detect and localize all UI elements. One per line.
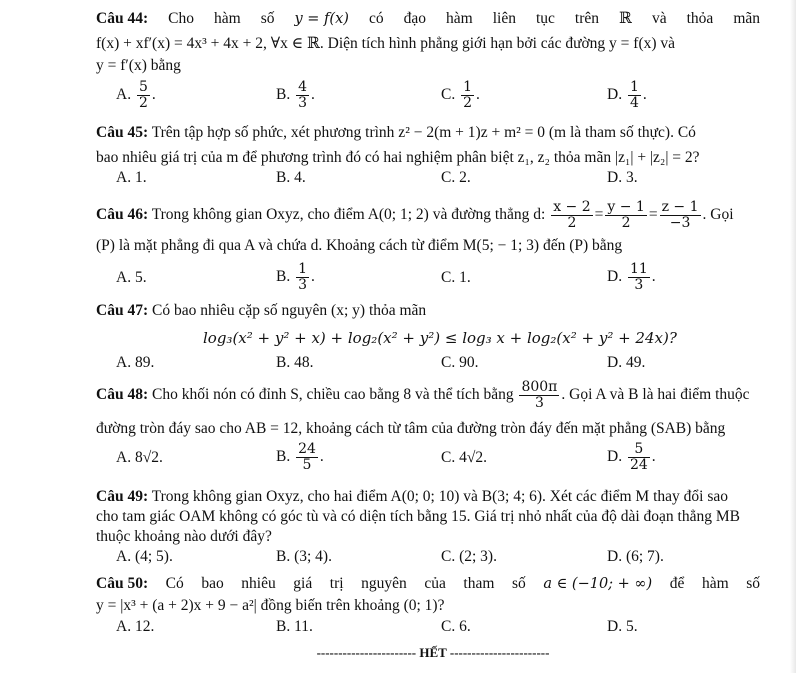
- footer-text: HẾT: [419, 645, 447, 660]
- fraction: [296, 442, 318, 473]
- denominator: 2: [138, 95, 148, 111]
- option-label: A. 5.: [116, 269, 147, 286]
- q49-option-c: C. (2; 3).: [441, 548, 497, 565]
- q44-word: hàm: [213, 10, 241, 27]
- q49-line3: thuộc khoảng nào dưới đây?: [96, 528, 272, 545]
- q48-text: . Gọi A và B là hai điểm thuộc: [561, 386, 750, 403]
- denominator: 3: [298, 277, 308, 293]
- q44-word: Cho: [168, 10, 194, 27]
- fraction: [551, 200, 592, 231]
- q50-label: Câu 50:: [96, 575, 149, 592]
- q50-option-d: D. 5.: [607, 618, 638, 635]
- denominator: 24: [629, 457, 648, 473]
- footer-dashes: -----------------------: [316, 645, 417, 660]
- q44-label: Câu 44:: [96, 10, 149, 27]
- q50-math: a ∈ (−10; + ∞): [543, 576, 653, 592]
- q49-option-d: D. (6; 7).: [607, 548, 664, 565]
- page-edge-shadow: [790, 0, 796, 673]
- q46-option-c: [441, 262, 471, 294]
- q47-text: Có bao nhiêu cặp số nguyên (x; y) thỏa mãn: [151, 302, 427, 319]
- q49-line2: cho tam giác OAM không có góc tù và có diện tích bằng 15. Giá trị nhỏ nhất của độ dài đoạn thẳng MB: [96, 508, 740, 525]
- fraction: [660, 200, 701, 231]
- q44-option-b: [276, 80, 315, 111]
- fraction: [296, 262, 309, 293]
- q48-text: Cho khối nón có đỉnh S, chiều cao bằng 8 và thể tích bằng: [151, 386, 514, 403]
- q44-option-a: [116, 80, 156, 111]
- q48-line2: đường tròn đáy sao cho AB = 12, khoảng cách từ tâm của đường tròn đáy đến mặt phẳng (SAB) bằng: [96, 420, 726, 437]
- q44-option-c: [441, 80, 480, 111]
- q48-label: Câu 48:: [96, 386, 149, 403]
- numerator: 4: [298, 79, 308, 95]
- q44-word: có: [368, 10, 384, 27]
- option-label: C. 1.: [441, 269, 471, 286]
- q50-word: nguyên: [361, 575, 407, 592]
- numerator: y − 1: [607, 198, 645, 215]
- q46-line2: (P) là mặt phẳng đi qua A và chứa d. Khoảng cách từ điểm M(5; − 1; 3) đến (P) bằng: [96, 237, 623, 254]
- option-label: D.: [607, 268, 623, 286]
- option-label: C. 4√2.: [441, 449, 487, 466]
- option-label: D.: [607, 448, 623, 466]
- numerator: 5: [138, 79, 148, 95]
- q44-option-d: [607, 80, 647, 111]
- q50-word: bao: [201, 575, 224, 592]
- option-tail: .: [151, 86, 156, 104]
- q44-word: mãn: [733, 10, 760, 27]
- option-tail: .: [311, 86, 315, 104]
- q48-option-d: [607, 442, 656, 473]
- q48-option-a: [116, 442, 163, 474]
- option-tail: .: [642, 86, 647, 104]
- numerator: 1: [629, 79, 639, 95]
- q50-word: hàm: [701, 575, 729, 592]
- fraction: [628, 80, 641, 111]
- q48-option-c: [441, 442, 487, 474]
- denominator: 3: [634, 277, 644, 293]
- numerator: z − 1: [661, 198, 699, 215]
- footer-dashes: -----------------------: [449, 645, 550, 660]
- q44-word: liên: [492, 10, 516, 27]
- q49-line1: [96, 487, 728, 507]
- q50-word: trị: [329, 575, 344, 592]
- fraction: [519, 380, 559, 411]
- q44-word: tục: [535, 10, 555, 27]
- q45-option-c: C. 2.: [441, 169, 471, 186]
- q50-option-c: C. 6.: [441, 618, 471, 635]
- q50-word: của: [424, 575, 446, 592]
- option-label: A.: [116, 86, 132, 104]
- q44-word: số: [260, 10, 275, 27]
- numerator: 1: [463, 79, 473, 95]
- q45-option-d: D. 3.: [607, 169, 638, 186]
- q47-label: Câu 47:: [96, 302, 149, 319]
- q44-word: trên: [574, 10, 600, 27]
- option-label: D.: [607, 86, 623, 104]
- option-tail: .: [319, 448, 324, 466]
- q47-formula: log₃(x² + y² + x) + log₂(x² + y²) ≤ log₃ x + log₂(x² + y² + 24x)?: [203, 329, 677, 347]
- q45-line1: [96, 123, 696, 143]
- option-label: A. 8√2.: [116, 449, 163, 466]
- q50-line1: [96, 574, 760, 594]
- q44-math: y = f(x): [294, 11, 349, 27]
- denominator: 2: [463, 95, 473, 111]
- option-tail: .: [476, 86, 480, 104]
- denominator: 4: [629, 95, 639, 111]
- option-tail: .: [651, 268, 656, 286]
- q50-word: số: [746, 575, 760, 592]
- q46-line1: [96, 198, 734, 232]
- q45-label: Câu 45:: [96, 124, 149, 141]
- option-label: B.: [276, 86, 291, 104]
- option-label: C.: [441, 86, 456, 104]
- q50-line2: y = |x³ + (a + 2)x + 9 − a²| đồng biến trên khoảng (0; 1)?: [96, 597, 445, 614]
- q49-label: Câu 49:: [96, 488, 149, 505]
- option-label: B.: [276, 268, 291, 286]
- numerator: 11: [629, 261, 648, 277]
- q50-option-a: A. 12.: [116, 618, 155, 635]
- denominator: 3: [298, 95, 308, 111]
- q44-line2: f(x) + xf′(x) = 4x³ + 4x + 2, ∀x ∈ ℝ. Diện tích hình phẳng giới hạn bởi các đường y = f(x) và: [96, 35, 676, 52]
- q46-option-d: [607, 262, 656, 293]
- q49-option-a: A. (4; 5).: [116, 548, 173, 565]
- q48-line1: [96, 378, 750, 412]
- numerator: x − 2: [553, 198, 591, 215]
- q46-text: Trong không gian Oxyz, cho điểm A(0; 1; 2) và đường thẳng d:: [151, 206, 546, 223]
- q50-word: tham: [463, 575, 495, 592]
- q46-option-a: [116, 262, 147, 294]
- numerator: 5: [628, 442, 650, 458]
- q45-text: Trên tập hợp số phức, xét phương trình z² − 2(m + 1)z + m² = 0 (m là tham số thực). Có: [151, 124, 696, 141]
- q47-option-c: C. 90.: [441, 354, 479, 371]
- q50-word: để: [669, 575, 685, 592]
- fraction: [137, 80, 150, 111]
- q47-line1: [96, 301, 426, 321]
- option-label: B.: [276, 448, 291, 466]
- fraction: [628, 262, 650, 293]
- q44-line1: [96, 9, 760, 29]
- q44-word: hàm: [446, 10, 473, 27]
- q50-word: Có: [165, 575, 184, 592]
- q49-text: Trong không gian Oxyz, cho hai điểm A(0; 0; 10) và B(3; 4; 6). Xét các điểm M thay đổi sao: [151, 488, 728, 505]
- q44-word: và: [651, 10, 667, 27]
- denominator: 2: [567, 214, 577, 231]
- q49-option-b: B. (3; 4).: [276, 548, 332, 565]
- q45-option-a: A. 1.: [116, 169, 147, 186]
- q44-word: ℝ: [619, 10, 632, 27]
- q45-line2: bao nhiêu giá trị của m để phương trình đó có hai nghiệm phân biệt z₁, z₂ thỏa mãn |z₁| + |z₂| = 2?: [96, 149, 700, 166]
- fraction: [628, 442, 650, 473]
- q46-option-b: [276, 262, 315, 293]
- q45-option-b: B. 4.: [276, 169, 306, 186]
- end-marker: [283, 645, 583, 661]
- q50-word: nhiêu: [241, 575, 276, 592]
- q50-option-b: B. 11.: [276, 618, 313, 635]
- q44-line3: y = f′(x) bằng: [96, 57, 181, 74]
- fraction: [296, 80, 309, 111]
- numerator: 1: [298, 261, 308, 277]
- denominator: 3: [534, 394, 544, 411]
- q44-word: thỏa: [686, 10, 714, 27]
- fraction: [605, 200, 646, 231]
- q47-option-a: A. 89.: [116, 354, 155, 371]
- option-tail: .: [651, 448, 656, 466]
- denominator: 5: [302, 457, 312, 473]
- q46-text: . Gọi: [702, 206, 734, 223]
- q44-word: đạo: [403, 10, 426, 27]
- option-tail: .: [311, 268, 315, 286]
- equals-sign: =: [594, 206, 604, 223]
- q47-option-b: B. 48.: [276, 354, 314, 371]
- q48-option-b: [276, 442, 324, 473]
- denominator: 2: [621, 214, 631, 231]
- q46-label: Câu 46:: [96, 206, 149, 223]
- denominator: −3: [669, 214, 691, 231]
- equals-sign: =: [648, 206, 658, 223]
- numerator: 24: [298, 441, 316, 457]
- fraction: [461, 80, 474, 111]
- q50-word: số: [511, 575, 526, 592]
- q50-word: giá: [293, 575, 313, 592]
- q47-option-d: D. 49.: [607, 354, 646, 371]
- numerator: 800π: [521, 378, 558, 395]
